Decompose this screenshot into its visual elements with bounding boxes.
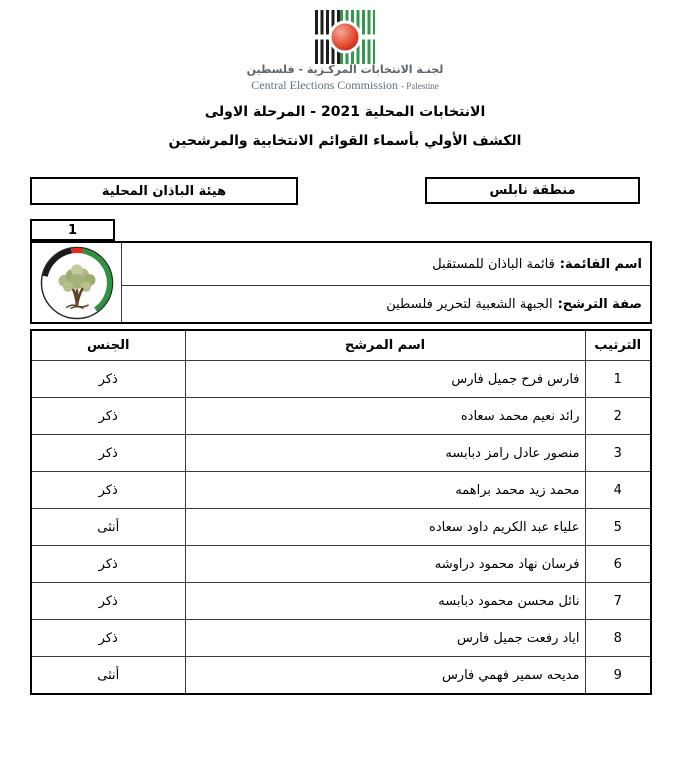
candidate-gender: ذكر [31, 546, 185, 583]
candidate-gender: أنثى [31, 657, 185, 695]
candidate-order: 1 [585, 361, 651, 398]
svg-text:قائمة الباذان للمستقبل [40, 246, 42, 248]
list-emblem-icon [40, 246, 114, 320]
gender-column-header: الجنس [31, 330, 185, 361]
candidates-table [30, 329, 652, 695]
org-name-english [15, 78, 675, 93]
candidate-row [31, 583, 651, 620]
candidate-name: فرسان نهاد محمود دراوشه [185, 546, 585, 583]
org-name-arabic: لجنـة الانتخابات المركـزية - فلسطين [246, 63, 444, 76]
org-name-en-main: Central Elections Commission [251, 78, 398, 92]
candidate-order: 5 [585, 509, 651, 546]
candidate-gender: ذكر [31, 435, 185, 472]
candidate-row [31, 546, 651, 583]
document-title-line2: الكشف الأولي بأسماء القوائم الانتخابية والمرشحين [168, 133, 522, 149]
candidate-row [31, 435, 651, 472]
candidate-order: 7 [585, 583, 651, 620]
list-name-cell [122, 242, 652, 286]
candidate-gender: ذكر [31, 620, 185, 657]
candidate-row [31, 398, 651, 435]
candidate-order: 9 [585, 657, 651, 695]
candidate-row [31, 657, 651, 695]
candidate-order: 2 [585, 398, 651, 435]
candidate-name: فارس فرح جميل فارس [185, 361, 585, 398]
document-title-line1: الانتخابات المحلية 2021 - المرحلة الاولى [204, 104, 486, 120]
candidate-order: 3 [585, 435, 651, 472]
cec-logo [315, 10, 375, 64]
candidate-gender: ذكر [31, 472, 185, 509]
logo-red-ball-icon [329, 21, 362, 54]
candidate-row [31, 472, 651, 509]
candidate-gender: أنثى [31, 509, 185, 546]
candidate-gender: ذكر [31, 398, 185, 435]
list-capacity-value: الجبهة الشعبية لتحرير فلسطين [386, 296, 553, 312]
list-info-table [30, 241, 652, 324]
candidate-name: علياء عبد الكريم داود سعاده [185, 509, 585, 546]
candidate-order: 4 [585, 472, 651, 509]
candidate-name: منصور عادل رامز دبابسه [185, 435, 585, 472]
list-number-box: 1 [30, 219, 115, 241]
org-name-en-suffix: - Palestine [400, 81, 439, 91]
order-column-header: الترتيب [585, 330, 651, 361]
list-emblem-cell [31, 242, 122, 323]
local-authority-box: هيئة الباذان المحلية [30, 177, 298, 205]
candidate-row [31, 620, 651, 657]
list-capacity-row [31, 286, 651, 324]
candidate-row [31, 361, 651, 398]
candidates-header-row [31, 330, 651, 361]
candidate-name: محمد زيد محمد براهمه [185, 472, 585, 509]
list-name-label: اسم القائمة: [559, 256, 642, 272]
list-capacity-cell [122, 286, 652, 324]
list-name-row [31, 242, 651, 286]
candidate-gender: ذكر [31, 583, 185, 620]
candidate-order: 6 [585, 546, 651, 583]
candidate-name: نائل محسن محمود دبابسه [185, 583, 585, 620]
emblem-arc-text [40, 246, 42, 248]
candidate-row [31, 509, 651, 546]
candidate-name: رائد نعيم محمد سعاده [185, 398, 585, 435]
district-box: منطقة نابلس [425, 177, 640, 204]
candidates-body [31, 361, 651, 695]
candidate-name: مديحه سمير فهمي فارس [185, 657, 585, 695]
list-capacity-label: صفة الترشح: [557, 296, 642, 312]
list-name-value: قائمة الباذان للمستقبل [432, 256, 555, 272]
candidate-order: 8 [585, 620, 651, 657]
candidate-name: اياد رفعت جميل فارس [185, 620, 585, 657]
candidate-gender: ذكر [31, 361, 185, 398]
name-column-header: اسم المرشح [185, 330, 585, 361]
